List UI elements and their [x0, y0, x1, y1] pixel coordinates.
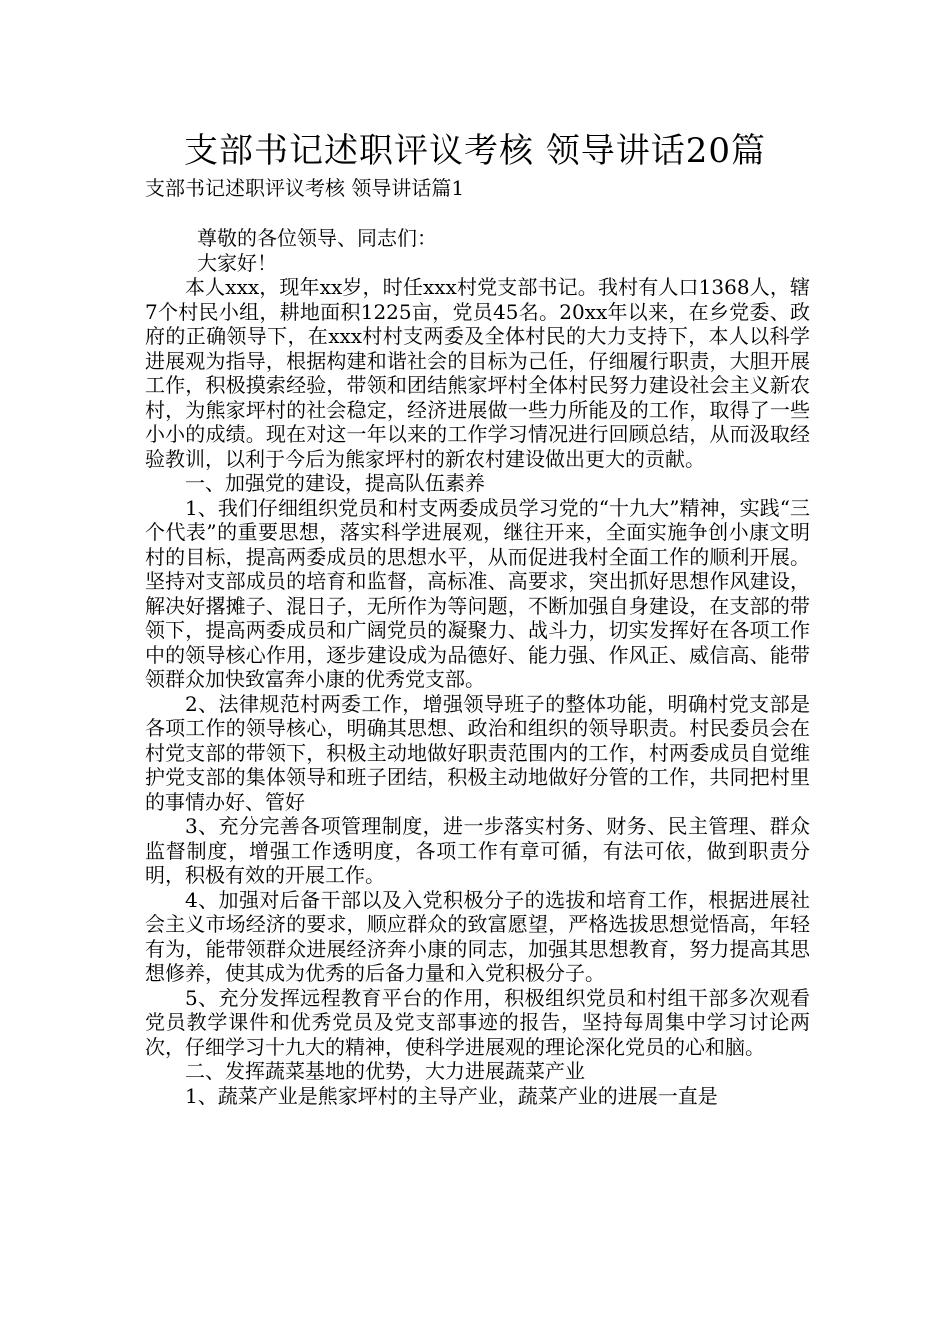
paragraph-1-1: 1、我们仔细组织党员和村支两委成员学习党的“十九大”精神，实践“三个代表”的重要思想，落实科学进展观，继往开来，全面实施争创小康文明村的目标，提高两委成员的思想水平，从而促进我村全面工作的顺利开展。坚持对支部成员的培育和监督，高标准、高要求，突出抓好思想作风建设，解决好撂摊子、混日子，无所作为等问题，不断加强自身建设，在支部的带领下，提高两委成员和广阔党员的凝聚力、战斗力，切实发挥好在各项工作中的领导核心作用，逐步建设成为品德好、能力强、作风正、威信高、能带领群众加快致富奔小康的优秀党支部。 [145, 495, 810, 691]
paragraph-2-1: 1、蔬菜产业是熊家坪村的主导产业，蔬菜产业的进展一直是 [185, 1083, 718, 1108]
document-title: 支部书记述职评议考核 领导讲话20篇 [183, 131, 767, 171]
paragraph-1-5: 5、充分发挥远程教育平台的作用，积极组织党员和村组干部多次观看党员教学课件和优秀党员及党支部事迹的报告，坚持每周集中学习讨论两次，仔细学习十九大的精神，使科学进展观的理论深化党员的心和脑。 [145, 985, 810, 1059]
section-heading-2: 二、发挥蔬菜基地的优势，大力进展蔬菜产业 [185, 1059, 585, 1083]
section-heading-1: 一、加强党的建设，提高队伍素养 [185, 471, 485, 495]
paragraph-1-3: 3、充分完善各项管理制度，进一步落实村务、财务、民主管理、群众监督制度，增强工作透明度，各项工作有章可循，有法可依，做到职责分明，积极有效的开展工作。 [145, 814, 810, 887]
document-subtitle: 支部书记述职评议考核 领导讲话篇1 [145, 176, 465, 200]
paragraph-1-4: 4、加强对后备干部以及入党积极分子的选拔和培育工作，根据进展社会主义市场经济的要求，顺应群众的致富愿望，严格选拔思想觉悟高，年轻有为，能带领群众进展经济奔小康的同志，加强其思想教育，努力提高其思想修养，使其成为优秀的后备力量和入党积极分子。 [145, 887, 810, 985]
document-body [145, 226, 810, 1108]
greeting-block [145, 226, 810, 275]
paragraph-intro: 本人xxx，现年xx岁，时任xxx村党支部书记。我村有人口1368人，辖7个村民小组，耕地面积1225亩，党员45名。20xx年以来，在乡党委、政府的正确领导下，在xxx村村支两委及全体村民的大力支持下，本人以科学进展观为指导，根据构建和谐社会的目标为己任，仔细履行职责，大胆开展工作，积极摸索经验，带领和团结熊家坪村全体村民努力建设社会主义新农村，为熊家坪村的社会稳定，经济进展做一些力所能及的工作，取得了一些小小的成绩。现在对这一年以来的工作学习情况进行回顾总结，从而汲取经验教训，以利于今后为熊家坪村的新农村建设做出更大的贡献。 [145, 275, 810, 471]
paragraph-1-2: 2、法律规范村两委工作，增强领导班子的整体功能，明确村党支部是各项工作的领导核心，明确其思想、政治和组织的领导职责。村民委员会在村党支部的带领下，积极主动地做好职责范围内的工作，村两委成员自觉维护党支部的集体领导和班子团结，积极主动地做好分管的工作，共同把村里的事情办好、管好 [145, 691, 810, 814]
salutation: 尊敬的各位领导、同志们： [197, 226, 437, 250]
greeting: 大家好！ [197, 250, 277, 275]
